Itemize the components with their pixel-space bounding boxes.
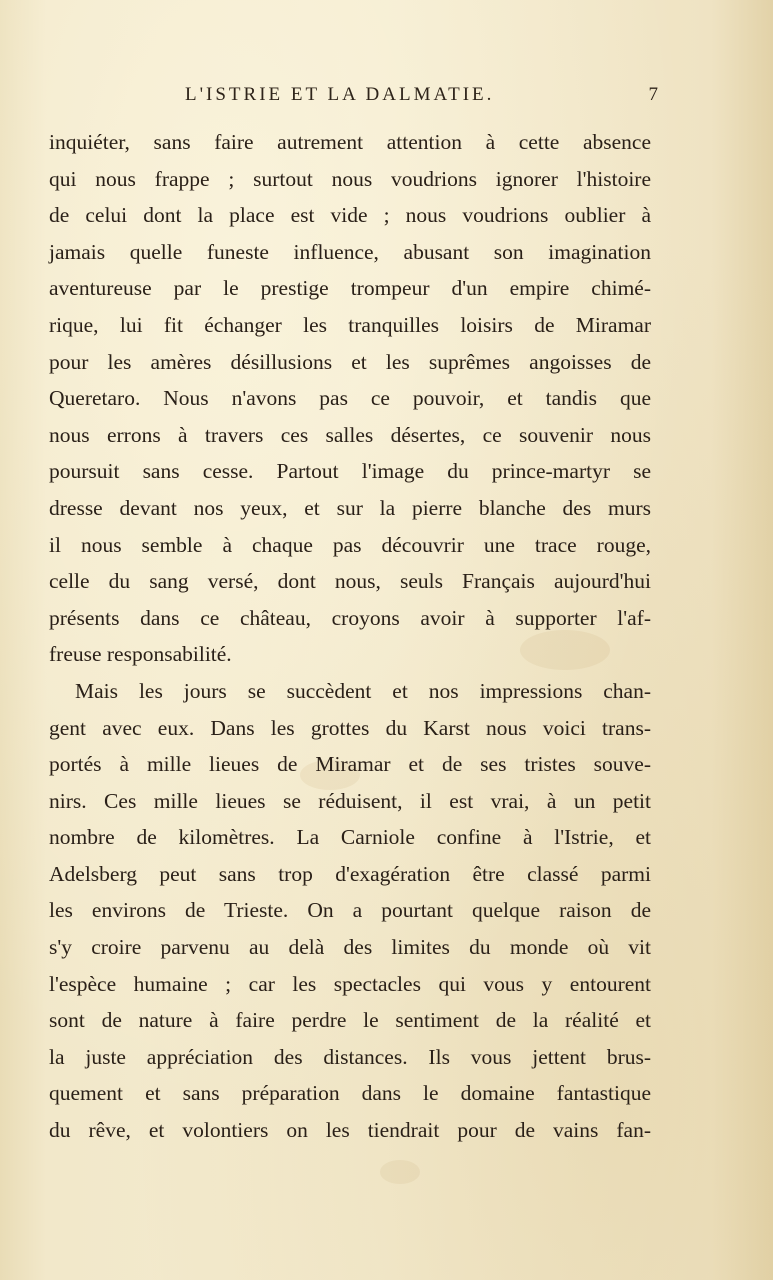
text-line: pour les amères désillusions et les suprêmes angoisses de [49, 349, 651, 374]
text-line: dresse devant nos yeux, et sur la pierre blanche des murs [49, 495, 651, 520]
text-line: nous errons à travers ces salles désertes, ce souvenir nous [49, 422, 651, 447]
text-line: portés à mille lieues de Miramar et de ses tristes souve- [49, 752, 651, 777]
text-line: du rêve, et volontiers on les tiendrait pour de vains fan- [49, 1118, 651, 1143]
text-line: l'espèce humaine ; car les spectacles qui vous y entourent [49, 971, 651, 996]
text-line: sont de nature à faire perdre le sentiment de la réalité et [49, 1008, 651, 1033]
text-line: inquiéter, sans faire autrement attention à cette absence [49, 130, 651, 154]
text-line: il nous semble à chaque pas découvrir une trace rouge, [49, 532, 651, 557]
page-number: 7 [648, 84, 658, 105]
text-line: poursuit sans cesse. Partout l'image du prince-martyr se [49, 459, 651, 484]
body-text [49, 124, 651, 1149]
running-title: L'ISTRIE ET LA DALMATIE. [185, 84, 495, 105]
text-line: quement et sans préparation dans le domaine fantastique [49, 1081, 651, 1106]
text-line: Mais les jours se succèdent et nos impressions chan- [75, 678, 651, 703]
paragraph [49, 673, 651, 1149]
paper-stain [380, 1160, 420, 1184]
text-line: Adelsberg peut sans trop d'exagération être classé parmi [49, 861, 651, 886]
text-line: nirs. Ces mille lieues se réduisent, il est vrai, à un petit [49, 788, 651, 813]
text-line: Queretaro. Nous n'avons pas ce pouvoir, et tandis que [49, 386, 651, 411]
text-line: la juste appréciation des distances. Ils vous jettent brus- [49, 1044, 651, 1069]
text-line: jamais quelle funeste influence, abusant son imagination [49, 239, 651, 264]
text-line: nombre de kilomètres. La Carniole confine à l'Istrie, et [49, 825, 651, 850]
text-line: les environs de Trieste. On a pourtant quelque raison de [49, 898, 651, 923]
text-line: présents dans ce château, croyons avoir à supporter l'af- [49, 605, 651, 630]
page-header [48, 84, 658, 110]
text-line: freuse responsabilité. [49, 642, 232, 667]
text-line: qui nous frappe ; surtout nous voudrions ignorer l'histoire [49, 166, 651, 191]
text-line: de celui dont la place est vide ; nous voudrions oublier à [49, 203, 651, 228]
text-line: aventureuse par le prestige trompeur d'un empire chimé- [49, 276, 651, 301]
text-line: gent avec eux. Dans les grottes du Karst nous voici trans- [49, 715, 651, 740]
paragraph [49, 124, 651, 673]
text-line: celle du sang versé, dont nous, seuls Français aujourd'hui [49, 569, 651, 594]
text-line: rique, lui fit échanger les tranquilles loisirs de Miramar [49, 312, 651, 337]
text-line: s'y croire parvenu au delà des limites du monde où vit [49, 935, 651, 960]
